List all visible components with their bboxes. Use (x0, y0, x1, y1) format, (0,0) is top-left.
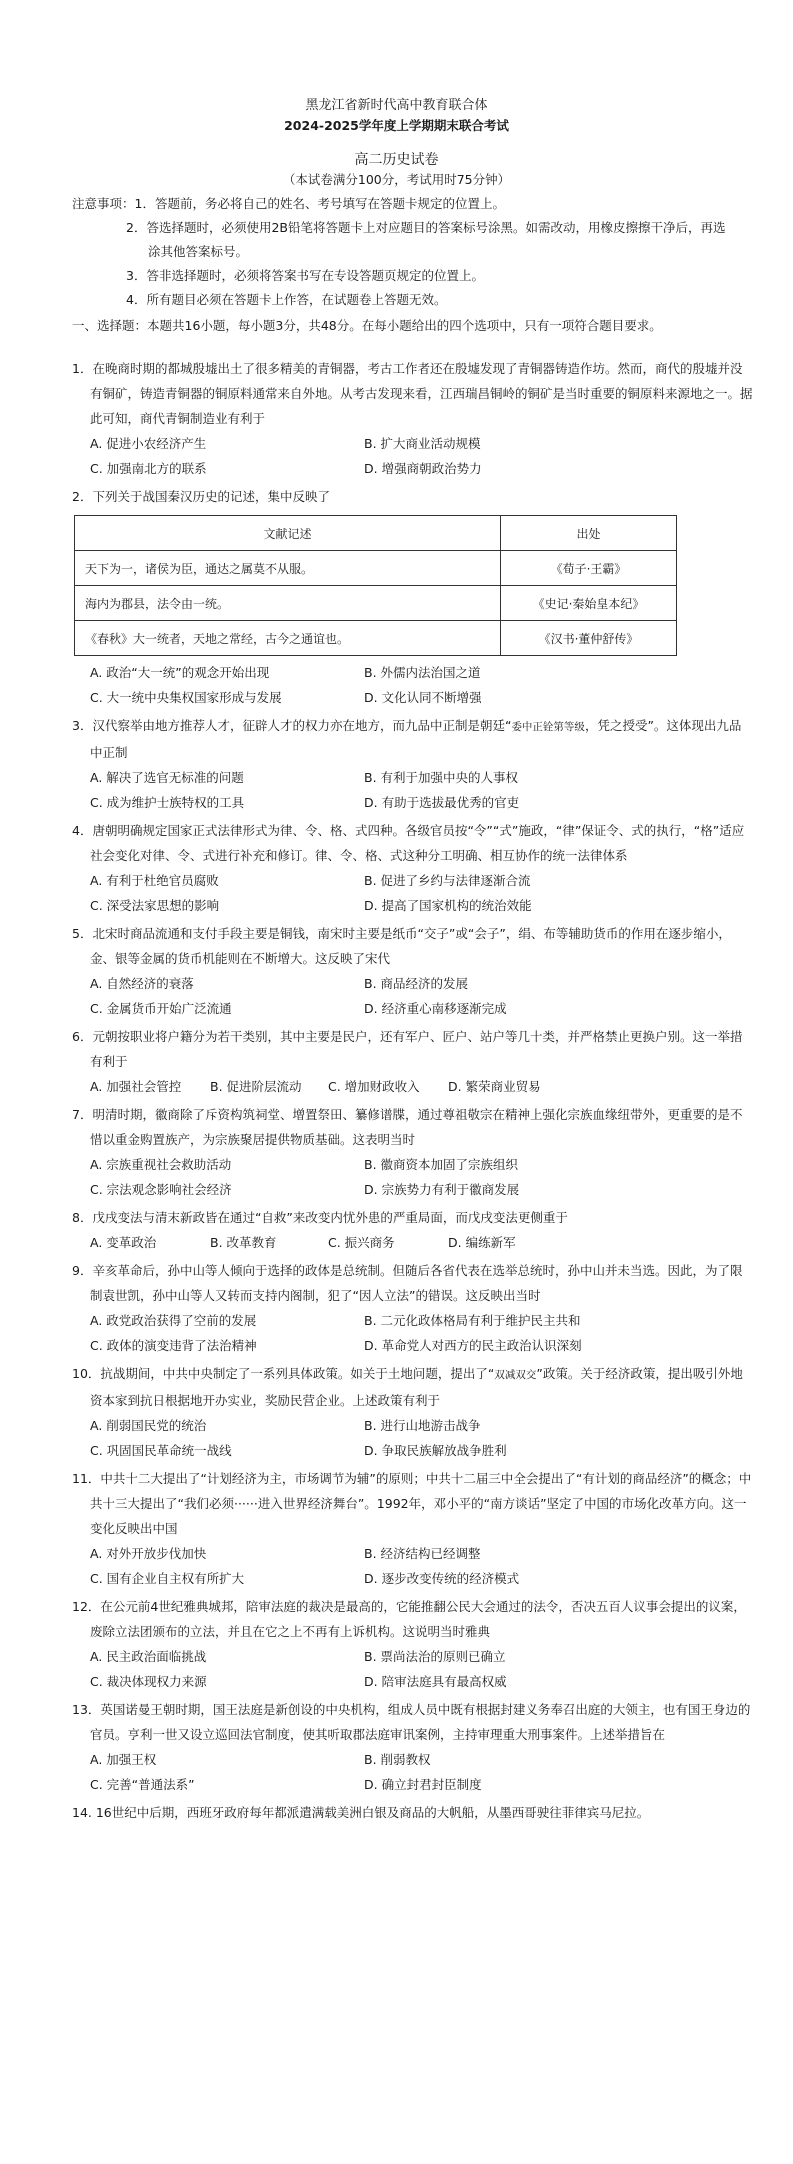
question-options (72, 1074, 753, 1099)
option-d: D. 增强商朝政治势力 (364, 461, 482, 476)
exam-notes (72, 192, 733, 312)
option-c: C. 裁决体现权力来源 (90, 1674, 207, 1689)
option-d: D. 革命党人对西方的民主政治认识深刻 (364, 1338, 582, 1353)
option-b: B. 削弱教权 (364, 1752, 431, 1767)
exam-score-time: （本试卷满分100分，考试用时75分钟） (282, 172, 511, 187)
source-table (74, 515, 677, 656)
question-stem: 9．辛亥革命后，孙中山等人倾向于选择的政体是总统制。但随后各省代表在选举总统时，孙中山并未当选。因此，为了限制袁世凯，孙中山等人又转而支持内阁制，犯了“因人立法”的错误。这反映出当时 (72, 1263, 743, 1303)
note-item: 1．答题前，务必将自己的姓名、考号填写在答题卡规定的位置上。 (134, 196, 505, 211)
table-cell-record: 天下为一，诸侯为臣，通达之属莫不从服。 (75, 551, 501, 586)
option-a: A. 加强王权 (90, 1752, 157, 1767)
question-7 (72, 1102, 753, 1202)
question-options (72, 971, 753, 1021)
option-d: D. 有助于选拔最优秀的官吏 (364, 795, 520, 810)
question-stem: 1．在晚商时期的都城殷墟出土了很多精美的青铜器，考古工作者还在殷墟发现了青铜器铸造作坊。然而，商代的殷墟并没有铜矿，铸造青铜器的铜原料通常来自外地。从考古发现来看，江西瑞昌铜岭的铜矿是当时重要的铜原料来源地之一。据此可知，商代青铜制造业有利于 (72, 361, 753, 426)
question-4 (72, 818, 753, 918)
question-10 (72, 1361, 753, 1463)
question-options (72, 868, 753, 918)
note-item: 4．所有题目必须在答题卡上作答，在试题卷上答题无效。 (126, 292, 447, 307)
question-6 (72, 1024, 753, 1099)
question-8 (72, 1205, 753, 1255)
option-b: B. 商品经济的发展 (364, 976, 469, 991)
question-stem: 4．唐朝明确规定国家正式法律形式为律、令、格、式四种。各级官员按“令”“式”施政，“律”保证令、式的执行，“格”适应社会变化对律、令、式进行补充和修订。律、令、格、式这种分工明确、相互协作的统一法律体系 (72, 823, 745, 863)
option-b: B. 进行山地游击战争 (364, 1418, 481, 1433)
stem-quote: 双减双交 (494, 1369, 537, 1381)
question-stem: 12．在公元前4世纪雅典城邦，陪审法庭的裁决是最高的，它能推翻公民大会通过的法令，否决五百人议事会提出的议案，废除立法团颁布的立法，并且在它之上不再有上诉机构。这说明当时雅典 (72, 1599, 746, 1639)
option-c: C. 金属货币开始广泛流通 (90, 1001, 232, 1016)
option-c: C. 振兴商务 (328, 1235, 395, 1250)
option-d: D. 提高了国家机构的统治效能 (364, 898, 532, 913)
option-d: D. 繁荣商业贸易 (448, 1079, 541, 1094)
option-d: D. 编练新军 (448, 1235, 516, 1250)
question-2 (72, 484, 753, 710)
option-a: A. 自然经济的衰落 (90, 976, 194, 991)
exam-title: 高二历史试卷 (354, 152, 439, 168)
option-c: C. 政体的演变违背了法治精神 (90, 1338, 257, 1353)
table-cell-source: 《汉书·董仲舒传》 (501, 621, 677, 656)
option-c: C. 大一统中央集权国家形成与发展 (90, 690, 282, 705)
question-5 (72, 921, 753, 1021)
note-item: 3．答非选择题时，必须将答案书写在专设答题页规定的位置上。 (126, 268, 484, 283)
option-c: C. 深受法家思想的影响 (90, 898, 220, 913)
option-c: C. 加强南北方的联系 (90, 461, 207, 476)
option-a: A. 加强社会管控 (90, 1079, 182, 1094)
option-b: B. 改革教育 (210, 1235, 277, 1250)
stem-text: ，凭之授受”。这体现出九品中正制 (90, 718, 742, 760)
exam-organizer: 黑龙江省新时代高中教育联合体 (305, 98, 488, 113)
question-14 (72, 1800, 753, 1825)
question-options (72, 765, 753, 815)
option-a: A. 政治“大一统”的观念开始出现 (90, 665, 270, 680)
question-12 (72, 1594, 753, 1694)
notes-label: 注意事项： (72, 196, 135, 211)
question-stem: 6．元朝按职业将户籍分为若干类别，其中主要是民户，还有军户、匠户、站户等几十类，并严格禁止更换户别。这一举措有利于 (72, 1029, 743, 1069)
question-options (72, 431, 753, 481)
option-a: A. 对外开放步伐加快 (90, 1546, 207, 1561)
option-b: B. 促进了乡约与法律逐渐合流 (364, 873, 531, 888)
question-11 (72, 1466, 753, 1591)
stem-text: 3．汉代察举由地方推荐人才，征辟人才的权力亦在地方，而九品中正制是朝廷“ (72, 718, 512, 733)
option-a: A. 解决了选官无标准的问题 (90, 770, 244, 785)
table-cell-record: 《春秋》大一统者，天地之常经，古今之通谊也。 (75, 621, 501, 656)
table-cell-source: 《史记·秦始皇本纪》 (501, 586, 677, 621)
question-options (72, 1413, 753, 1463)
question-stem (72, 713, 753, 765)
question-options (72, 1152, 753, 1202)
option-d: D. 陪审法庭具有最高权威 (364, 1674, 507, 1689)
table-row (75, 551, 677, 586)
question-options (72, 1230, 753, 1255)
question-3 (72, 713, 753, 815)
option-a: A. 促进小农经济产生 (90, 436, 207, 451)
table-cell-record: 海内为郡县，法令由一统。 (75, 586, 501, 621)
question-options (72, 1644, 753, 1694)
table-row (75, 621, 677, 656)
question-stem (72, 1361, 753, 1413)
option-a: A. 变革政治 (90, 1235, 157, 1250)
option-d: D. 文化认同不断增强 (364, 690, 482, 705)
option-b: B. 票尚法治的原则已确立 (364, 1649, 506, 1664)
table-header-record: 文献记述 (75, 516, 501, 551)
option-c: C. 国有企业自主权有所扩大 (90, 1571, 245, 1586)
table-header-source: 出处 (501, 516, 677, 551)
question-13 (72, 1697, 753, 1797)
table-row (75, 586, 677, 621)
option-c: C. 巩固国民革命统一战线 (90, 1443, 232, 1458)
option-c: C. 宗法观念影响社会经济 (90, 1182, 232, 1197)
question-options (72, 1541, 753, 1591)
option-a: A. 削弱国民党的统治 (90, 1418, 207, 1433)
option-a: A. 宗族重视社会救助活动 (90, 1157, 232, 1172)
question-stem: 2．下列关于战国秦汉历史的记述，集中反映了 (72, 489, 330, 504)
section-heading: 一、选择题：本题共16小题，每小题3分，共48分。在每小题给出的四个选项中，只有一项符合题目要求。 (72, 318, 662, 333)
option-a: A. 有利于杜绝官员腐败 (90, 873, 219, 888)
question-1 (72, 356, 753, 481)
option-d: D. 宗族势力有利于徽商发展 (364, 1182, 520, 1197)
option-d: D. 经济重心南移逐渐完成 (364, 1001, 507, 1016)
question-9 (72, 1258, 753, 1358)
option-b: B. 有利于加强中央的人事权 (364, 770, 519, 785)
stem-text: 10．抗战期间，中共中央制定了一系列具体政策。如关于土地问题，提出了“ (72, 1366, 495, 1381)
question-stem: 5．北宋时商品流通和支付手段主要是铜钱，南宋时主要是纸币“交子”或“会子”，绢、布等辅助货币的作用在逐步缩小，金、银等金属的货币机能则在不断增大。这反映了宋代 (72, 926, 731, 966)
option-c: C. 完善“普通法系” (90, 1777, 195, 1792)
question-stem: 11．中共十二大提出了“计划经济为主，市场调节为辅”的原则；中共十二届三中全会提出了“有计划的商品经济”的概念；中共十三大提出了“我们必须······进入世界经济舞台”。1992年，邓小平的“南方谈话”坚定了中国的市场化改革方向。这一变化反映出中国 (72, 1471, 752, 1536)
option-d: D. 逐步改变传统的经济模式 (364, 1571, 520, 1586)
option-b: B. 扩大商业活动规模 (364, 436, 481, 451)
option-b: B. 促进阶层流动 (210, 1079, 302, 1094)
option-b: B. 外儒内法治国之道 (364, 665, 481, 680)
option-d: D. 争取民族解放战争胜利 (364, 1443, 507, 1458)
question-stem: 8．戊戌变法与清末新政皆在通过“自救”来改变内忧外患的严重局面，而戊戌变法更侧重于 (72, 1210, 568, 1225)
question-options (72, 1747, 753, 1797)
question-options (72, 1308, 753, 1358)
question-stem: 13．英国诺曼王朝时期，国王法庭是新创设的中央机构，组成人员中既有根据封建义务奉召出庭的大领主，也有国王身边的官员。亨利一世又设立巡回法官制度，使其听取郡法庭审讯案例，主持审理重大刑事案件。上述举措旨在 (72, 1702, 751, 1742)
option-c: C. 增加财政收入 (328, 1079, 420, 1094)
table-cell-source: 《荀子·王霸》 (501, 551, 677, 586)
question-options (72, 660, 753, 710)
note-item: 2．答选择题时，必须使用2B铅笔将答题卡上对应题目的答案标号涂黑。如需改动，用橡皮擦擦干净后，再选涂其他答案标号。 (126, 220, 726, 259)
option-b: B. 二元化政体格局有利于维护民主共和 (364, 1313, 581, 1328)
stem-text: ”政策。关于经济政策，提出吸引外地资本家到抗日根据地开办实业，奖励民营企业。上述政策有利于 (90, 1366, 743, 1408)
option-d: D. 确立封君封臣制度 (364, 1777, 482, 1792)
option-a: A. 民主政治面临挑战 (90, 1649, 207, 1664)
question-list (72, 356, 753, 1825)
option-b: B. 经济结构已经调整 (364, 1546, 481, 1561)
exam-term: 2024-2025学年度上学期期末联合考试 (284, 118, 509, 133)
question-stem: 14. 16世纪中后期，西班牙政府每年都派遣满载美洲白银及商品的大帆船，从墨西哥驶往菲律宾马尼拉。 (72, 1805, 650, 1820)
stem-quote: 委中正铨第等级 (511, 721, 585, 733)
option-b: B. 徽商资本加固了宗族组织 (364, 1157, 519, 1172)
question-stem: 7．明清时期，徽商除了斥资构筑祠堂、增置祭田、纂修谱牒，通过尊祖敬宗在精神上强化宗族血缘纽带外，更重要的是不惜以重金购置族产，为宗族聚居提供物质基础。这表明当时 (72, 1107, 743, 1147)
option-c: C. 成为维护士族特权的工具 (90, 795, 245, 810)
option-a: A. 政党政治获得了空前的发展 (90, 1313, 257, 1328)
